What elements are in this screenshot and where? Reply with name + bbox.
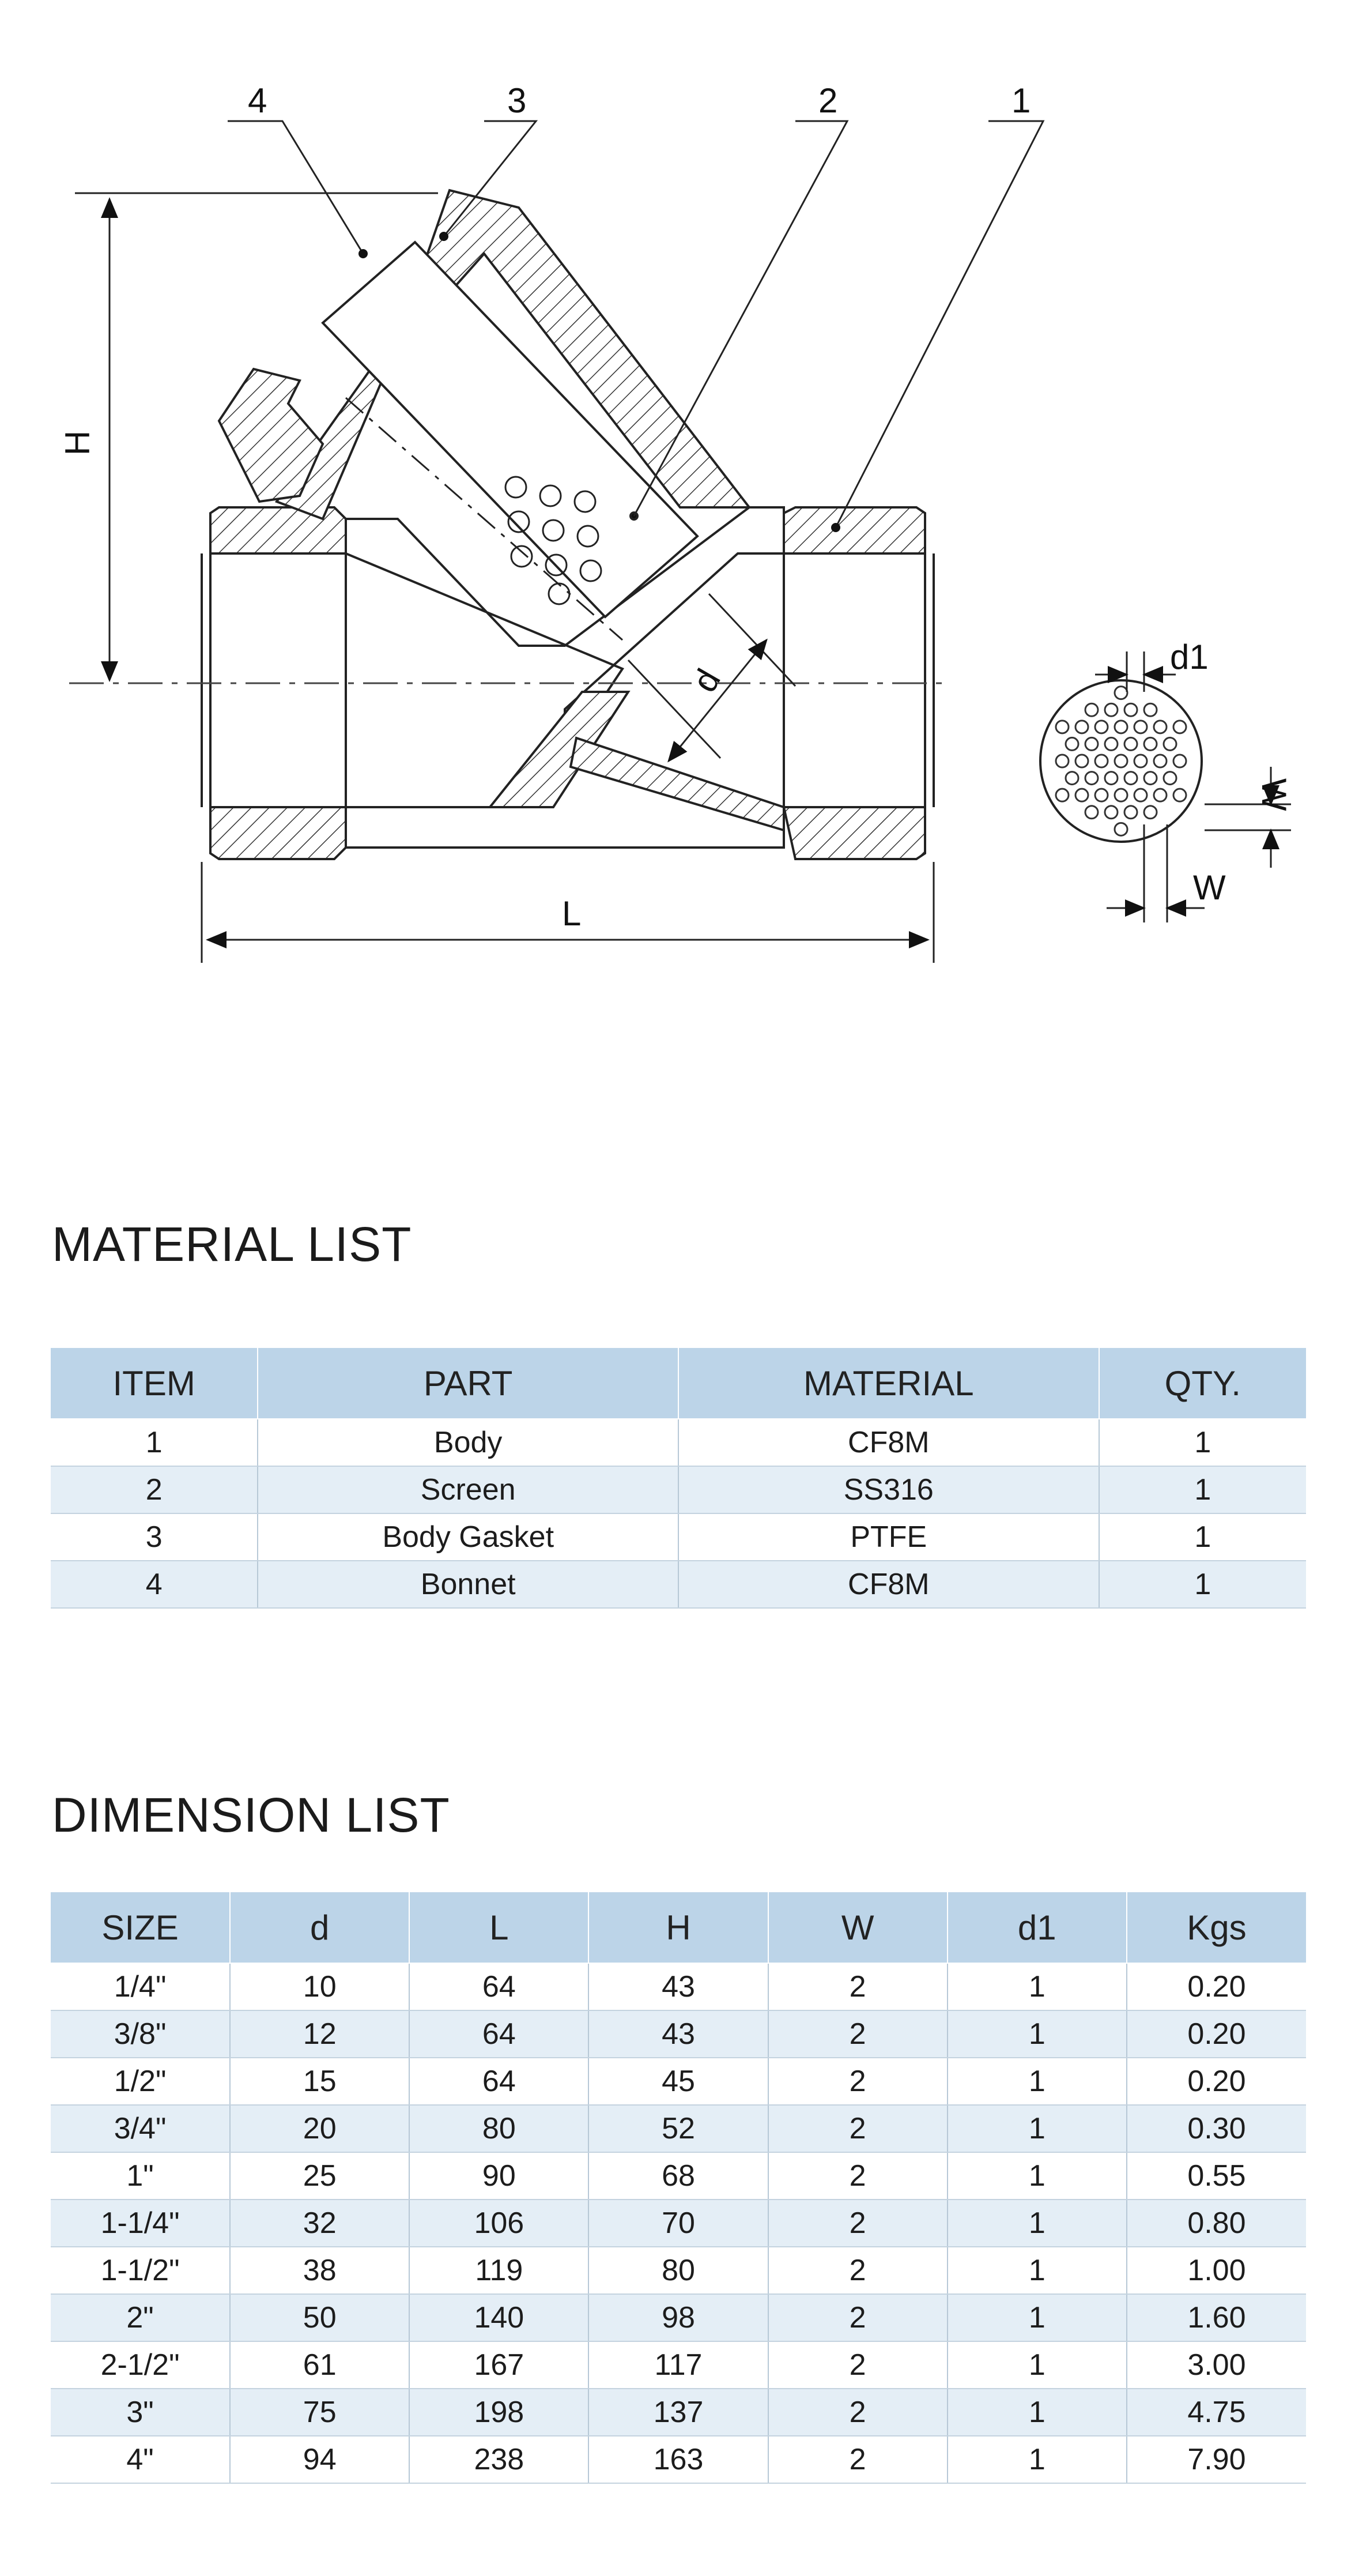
table-cell: SS316 — [678, 1466, 1099, 1513]
table-cell: 98 — [588, 2294, 768, 2341]
table-cell: 2-1/2" — [51, 2341, 230, 2389]
table-cell: 1-1/2" — [51, 2247, 230, 2294]
table-cell: 198 — [409, 2389, 588, 2436]
table-row — [51, 2010, 1306, 2058]
table-cell: 38 — [230, 2247, 409, 2294]
table-cell: 117 — [588, 2341, 768, 2389]
table-cell: 2 — [768, 2058, 948, 2105]
technical-drawing-svg — [0, 0, 1355, 1038]
table-cell: 2 — [768, 2247, 948, 2294]
table-cell: Screen — [258, 1466, 678, 1513]
table-cell: 75 — [230, 2389, 409, 2436]
table-cell: 1 — [948, 2436, 1127, 2483]
table-cell: 1 — [948, 2010, 1127, 2058]
table-cell: 43 — [588, 2010, 768, 2058]
table-cell: 1 — [948, 2389, 1127, 2436]
callout-label-4: 4 — [248, 81, 267, 120]
table-cell: 32 — [230, 2200, 409, 2247]
table-cell: 0.80 — [1127, 2200, 1306, 2247]
table-cell: 2 — [768, 2200, 948, 2247]
table-row — [51, 2341, 1306, 2389]
table-cell: Body Gasket — [258, 1513, 678, 1561]
dimension-d-label: d — [685, 662, 728, 699]
table-row — [51, 2058, 1306, 2105]
table-cell: 2 — [768, 2389, 948, 2436]
dimension-list-header — [51, 1892, 1306, 1963]
material-list-header — [51, 1348, 1306, 1419]
table-cell: 2 — [768, 2105, 948, 2152]
table-cell: 1" — [51, 2152, 230, 2200]
table-cell: 25 — [230, 2152, 409, 2200]
table-cell: 0.20 — [1127, 2058, 1306, 2105]
table-cell: 163 — [588, 2436, 768, 2483]
table-cell: 64 — [409, 2010, 588, 2058]
y-strainer-drawing — [0, 0, 1355, 1038]
table-row — [51, 2200, 1306, 2247]
table-cell: 64 — [409, 2058, 588, 2105]
table-cell: 2 — [768, 2341, 948, 2389]
column-header: L — [409, 1892, 588, 1963]
table-cell: 1 — [948, 2341, 1127, 2389]
dimension-l-label: L — [562, 894, 582, 933]
table-cell: 167 — [409, 2341, 588, 2389]
table-row — [51, 2389, 1306, 2436]
table-cell: 2 — [768, 1963, 948, 2010]
table-cell: 45 — [588, 2058, 768, 2105]
table-cell: 1 — [948, 2294, 1127, 2341]
table-cell: 12 — [230, 2010, 409, 2058]
table-cell: 1 — [1099, 1466, 1306, 1513]
table-row — [51, 1561, 1306, 1608]
table-row — [51, 2105, 1306, 2152]
table-cell: 15 — [230, 2058, 409, 2105]
column-header: PART — [258, 1348, 678, 1419]
material-list-body — [51, 1419, 1306, 1608]
dimension-w-horizontal-label: W — [1193, 868, 1226, 907]
table-cell: 0.55 — [1127, 2152, 1306, 2200]
table-cell: 20 — [230, 2105, 409, 2152]
column-header: W — [768, 1892, 948, 1963]
table-row — [51, 1513, 1306, 1561]
table-cell: CF8M — [678, 1561, 1099, 1608]
table-cell: 1 — [948, 2058, 1127, 2105]
table-cell: 7.90 — [1127, 2436, 1306, 2483]
column-header: d — [230, 1892, 409, 1963]
table-cell: 238 — [409, 2436, 588, 2483]
screen-detail — [1040, 651, 1291, 922]
table-row — [51, 2152, 1306, 2200]
table-cell: 1-1/4" — [51, 2200, 230, 2247]
table-cell: 50 — [230, 2294, 409, 2341]
table-cell: 61 — [230, 2341, 409, 2389]
table-cell: 3.00 — [1127, 2341, 1306, 2389]
table-cell: 2 — [768, 2436, 948, 2483]
column-header: d1 — [948, 1892, 1127, 1963]
table-cell: 2 — [768, 2152, 948, 2200]
table-cell: 1 — [1099, 1561, 1306, 1608]
dimension-list-table — [51, 1892, 1306, 2484]
table-cell: 0.30 — [1127, 2105, 1306, 2152]
table-cell: 1 — [948, 2200, 1127, 2247]
table-cell: 140 — [409, 2294, 588, 2341]
table-cell: 70 — [588, 2200, 768, 2247]
table-cell: Body — [258, 1419, 678, 1466]
column-header: QTY. — [1099, 1348, 1306, 1419]
table-cell: 4" — [51, 2436, 230, 2483]
column-header: Kgs — [1127, 1892, 1306, 1963]
table-cell: 2 — [51, 1466, 258, 1513]
table-cell: 1 — [1099, 1513, 1306, 1561]
table-cell: 68 — [588, 2152, 768, 2200]
table-cell: 0.20 — [1127, 2010, 1306, 2058]
dimension-w-vertical-label: W — [1255, 778, 1293, 811]
table-cell: 3" — [51, 2389, 230, 2436]
dimension-list-title: DIMENSION LIST — [52, 1788, 450, 1842]
table-cell: 0.20 — [1127, 1963, 1306, 2010]
table-cell: 4 — [51, 1561, 258, 1608]
table-cell: 80 — [409, 2105, 588, 2152]
table-cell: 119 — [409, 2247, 588, 2294]
table-cell: 1/2" — [51, 2058, 230, 2105]
material-list-title: MATERIAL LIST — [52, 1217, 412, 1271]
table-cell: 2 — [768, 2294, 948, 2341]
table-row — [51, 1963, 1306, 2010]
table-row — [51, 1466, 1306, 1513]
table-cell: 1.00 — [1127, 2247, 1306, 2294]
table-cell: 1 — [948, 2152, 1127, 2200]
callout-label-2: 2 — [818, 81, 838, 120]
table-cell: 80 — [588, 2247, 768, 2294]
table-cell: 1 — [1099, 1419, 1306, 1466]
column-header: ITEM — [51, 1348, 258, 1419]
table-cell: 1 — [948, 2105, 1127, 2152]
table-cell: 1 — [948, 1963, 1127, 2010]
table-cell: 10 — [230, 1963, 409, 2010]
dimension-list-body — [51, 1963, 1306, 2483]
table-row — [51, 2294, 1306, 2341]
table-cell: 3/4" — [51, 2105, 230, 2152]
table-cell: 3/8" — [51, 2010, 230, 2058]
table-cell: 3 — [51, 1513, 258, 1561]
table-cell: 64 — [409, 1963, 588, 2010]
table-cell: 43 — [588, 1963, 768, 2010]
table-cell: 2 — [768, 2010, 948, 2058]
table-cell: 106 — [409, 2200, 588, 2247]
column-header: H — [588, 1892, 768, 1963]
table-cell: 52 — [588, 2105, 768, 2152]
table-cell: 94 — [230, 2436, 409, 2483]
column-header: MATERIAL — [678, 1348, 1099, 1419]
table-cell: 137 — [588, 2389, 768, 2436]
callout-label-1: 1 — [1011, 81, 1031, 120]
column-header: SIZE — [51, 1892, 230, 1963]
table-cell: 4.75 — [1127, 2389, 1306, 2436]
table-cell: 1.60 — [1127, 2294, 1306, 2341]
table-cell: PTFE — [678, 1513, 1099, 1561]
table-cell: Bonnet — [258, 1561, 678, 1608]
callout-label-3: 3 — [507, 81, 527, 120]
table-cell: CF8M — [678, 1419, 1099, 1466]
material-list-table — [51, 1348, 1306, 1609]
table-row — [51, 2436, 1306, 2483]
table-cell: 1 — [51, 1419, 258, 1466]
table-cell: 90 — [409, 2152, 588, 2200]
dimension-h-label: H — [58, 430, 97, 455]
table-row — [51, 1419, 1306, 1466]
table-row — [51, 2247, 1306, 2294]
dimension-d1-label: d1 — [1170, 638, 1209, 676]
table-cell: 2" — [51, 2294, 230, 2341]
table-cell: 1/4" — [51, 1963, 230, 2010]
table-cell: 1 — [948, 2247, 1127, 2294]
